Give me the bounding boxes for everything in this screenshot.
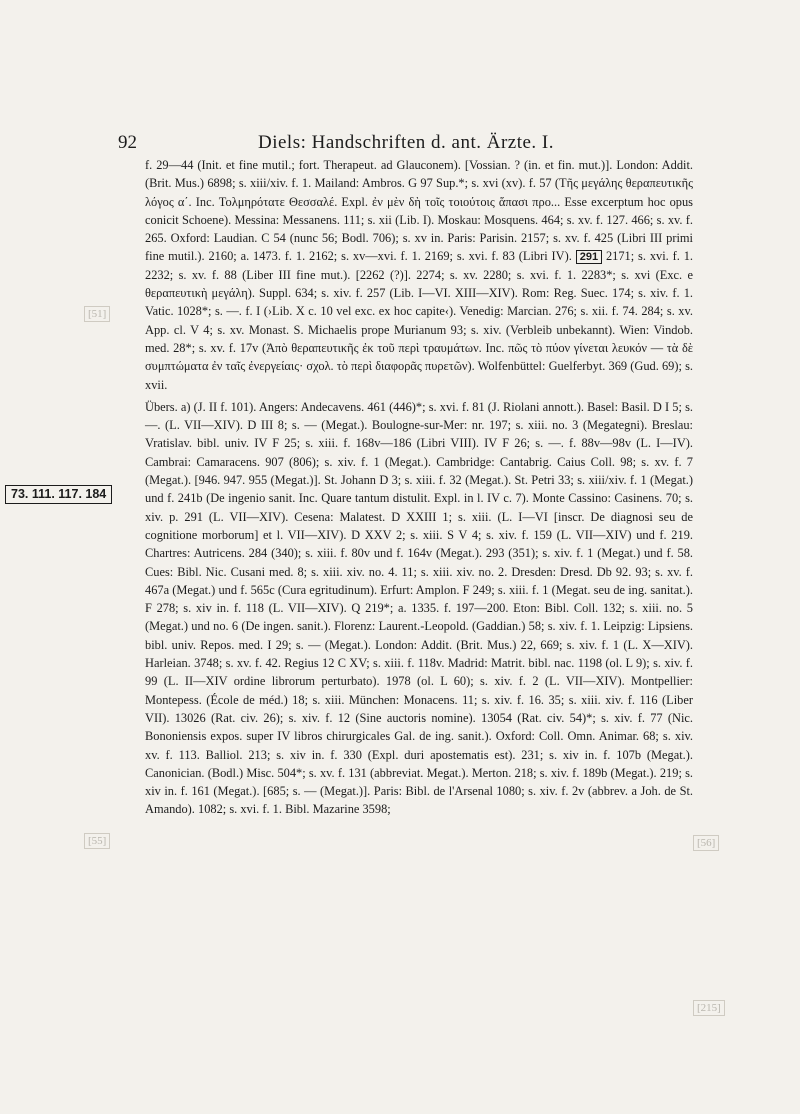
paragraph-part: f. 29—44 (Init. et fine mutil.; fort. Therapeut. ad Glauconem). [Vossian. ? (in. et fin. mut.)]. London: Addit. (Brit. Mus.) 6898; s. xiii/xiv. f. 1. Mailand: Ambros. G 97 Sup.*; s. xvi (xv). f. 57 (Τῆς μεγάλης θεραπευτικῆς λόγος α΄. Inc. Τολμηρότατε Θεσσαλέ. Expl. ἐν μὲν δὴ τοῖς τοιούτοις ἅπασι προ... Esse excerptum hoc opus conicit Schoene). Messina: Messanens. 111; s. xii (Lib. I). Moskau: Mosquens. 464; s. xv. f. 127. 466; s. xv. f. 265. Oxford: Laudian. C 54 (nunc 56; Bodl. 706); s. xv in. Paris: Parisin. 2157; s. xv. f. 425 (Libri III primi fine mutil.). 2160; a. 1473. f. 1. 2162; s. xv—xvi. f. 1. 2169; s. xvi. f. 83 (Libri IV). [145,158,693,264]
margin-bracket: [215] [693,1000,725,1016]
body-text [145,156,693,819]
paragraph-part: 2171; s. xvi. f. 1. 2232; s. xv. f. 88 (Liber III fine mut.). [2262 (?)]. 2274; s. xv. 2280; s. xvi. f. 1. 2283*; s. xvi (Exc. e θεραπευτικὴ μεγάλη). Suppl. 634; s. xiv. f. 257 (Lib. I—VI. XIII—XIV). Rom: Reg. Suec. 174; s. xiv. f. 1. Vatic. 1028*; s. —. f. I (›Lib. X c. 10 vel exc. ex hoc capite‹). Venedig: Marcian. 276; s. xii. f. 74. 284; s. xv. App. cl. V 4; s. xv. Monast. S. Michaelis prope Murianum 93; s. xiv. (Verbleib unbekannt). Wien: Vindob. med. 28*; s. xv. f. 17v (Ἀπὸ θεραπευτικῆς ἐκ τοῦ περὶ τραυμάτων. Inc. πῶς τὸ πύον γίνεται λευκόν — τὰ δὲ συμπτώματα ἐν ταῖς ἐνεργείαις· σχολ. τὸ περὶ διαφορᾶς πυρετῶν). Wolfenbüttel: Guelferbyt. 369 (Gud. 69); s. xvii. [145,249,693,392]
page-header [118,132,678,158]
paragraph-therapeutics [145,156,693,394]
side-reference-box: 73. 111. 117. 184 [5,485,112,504]
running-title: Diels: Handschriften d. ant. Ärzte. I. [258,132,554,153]
margin-bracket: [56] [693,835,719,851]
page-number: 92 [118,132,137,153]
margin-bracket: [51] [84,306,110,322]
inline-page-marker: 291 [576,250,602,264]
paragraph-translations: Übers. a) (J. II f. 101). Angers: Andecavens. 461 (446)*; s. xvi. f. 81 (J. Riolani annott.). Basel: Basil. D I 5; s. —. (L. VII—XIV). D III 8; s. — (Megat.). Boulogne-sur-Mer: nr. 197; s. xiii. no. 3 (Megategni). Breslau: Vratislav. bibl. univ. IV F 25; s. xiii. f. 168v—186 (Libri VIII). IV F 26; s. —. f. 88v—98v (L. I—IV). Cambrai: Camaracens. 907 (806); s. xiv. f. 1 (Megat.). Cambridge: Cantabrig. Caius Coll. 98; s. xv. f. 7 (Megat.). [946. 947. 955 (Megat.)]. St. Johann D 3; s. xiii. f. 32 (Megat.). St. Petri 33; s. xiii/xiv. f. 1 (Megat.) und f. 241b (De ingenio sanit. Inc. Quare tantum distulit. Expl. in l. IV c. 7). Monte Cassino: Casinens. 70; s. xiv. p. 291 (L. VII—XIV). Cesena: Malatest. D XXIII 1; s. xiii. (L. I—VI [inscr. De diagnosi seu de cognitione morborum] et l. VII—XIV). D XXV 2; s. xiii. S V 4; s. xiv. f. 159 (L. VII—XIV) und f. 219. Chartres: Autricens. 284 (340); s. xiii. f. 80v und f. 164v (Megat.). 293 (351); s. xiv. f. 1 (Megat.) und f. 58. Cues: Bibl. Nic. Cusani med. 8; s. xiii. xiv. no. 4. 11; s. xiii. xiv. no. 2. Dresden: Dresd. Db 92. 93; s. xv. f. 467a (Megat.) und f. 565c (Cura egritudinum). Erfurt: Amplon. F 249; s. xiii. f. 1 (Megat. seu de ing. sanitat.). F 278; s. xiv in. f. 118 (L. VII—XIV). Q 219*; a. 1335. f. 197—200. Eton: Bibl. Coll. 132; s. xiii. no. 5 (Megat.) und no. 6 (De ingen. sanit.). Florenz: Laurent.-Leopold. (Gaddian.) 58; s. xiv. f. 1. Leipzig: Lipsiens. bibl. univ. Repos. med. I 29; s. — (Megat.). London: Addit. (Brit. Mus.) 22, 669; s. xiv. f. 1 (L. X—XIV). Harleian. 3748; s. xv. f. 42. Regius 12 C XV; s. xiii. f. 118v. Madrid: Matrit. bibl. nac. 1198 (ol. L 9); s. xiv. f. 99 (L. II—XIV ordine librorum perturbato). 1978 (ol. L 60); s. xiv. f. 2 (L. VII—XIV). Montpellier: Montepess. (École de méd.) 18; s. xiii. München: Monacens. 11; s. xiv. f. 16. 35; s. xiii. xiv. f. 116 (Liber VII). 13026 (Rat. civ. 26); s. xiv. f. 12 (Sine auctoris nomine). 13054 (Rat. civ. 54)*; s. xiv. f. 77 (Nic. Bononiensis expos. super IV libros chirurgicales Gal. de ing. sanit.). Oxford: Coll. Omn. Animar. 68; s. xiv. xv. f. 113. Balliol. 213; s. xiv in. f. 330 (Expl. duri apostematis est). 231; s. xiv in. f. 107b (Megat.). Canonician. (Bodl.) Misc. 504*; s. xv. f. 131 (abbreviat. Megat.). Merton. 218; s. xiv. f. 189b (Megat.). 219; s. xiv in. f. 161 (Megat.). [685; s. — (Megat.)]. Paris: Bibl. de l'Arsenal 1080; s. xiv. f. 2v (abbrev. a Joh. de St. Amando). 1082; s. xvi. f. 1. Bibl. Mazarine 3598; [145,399,693,817]
margin-bracket: [55] [84,833,110,849]
